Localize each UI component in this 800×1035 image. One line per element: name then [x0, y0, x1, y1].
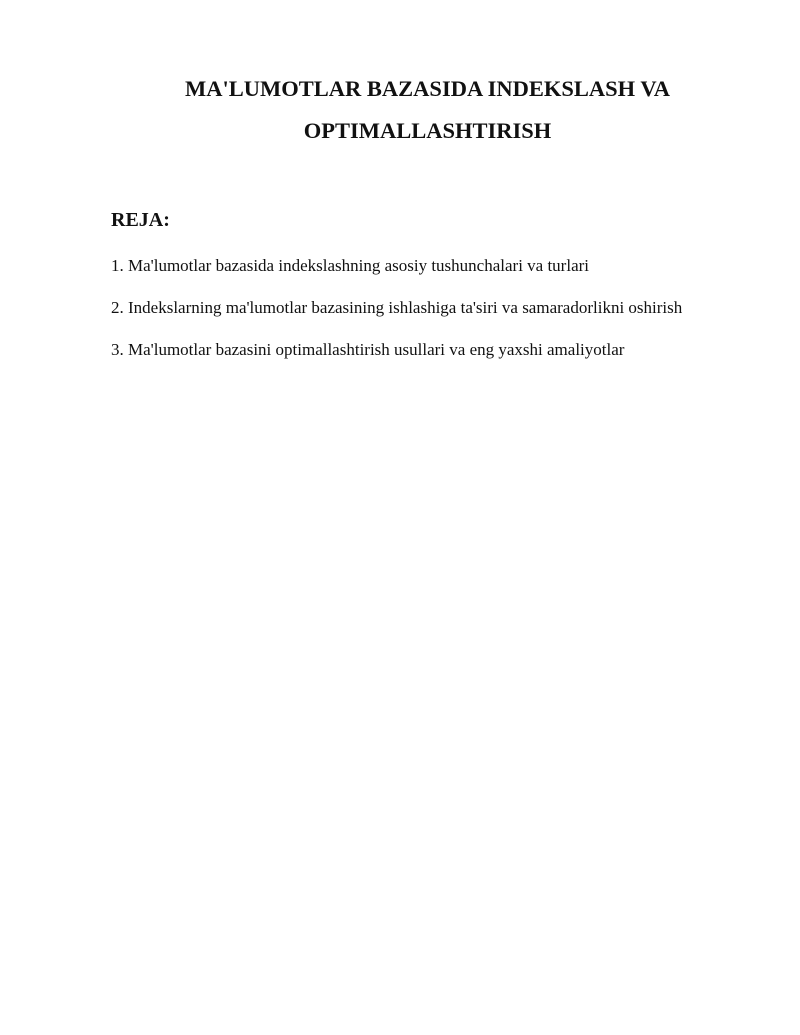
- plan-item-3: 3. Ma'lumotlar bazasini optimallashtirish usullari va eng yaxshi amaliyotlar: [111, 340, 625, 359]
- plan-heading: REJA:: [111, 209, 170, 231]
- title-line-1: MA'LUMOTLAR BAZASIDA INDEKSLASH VA: [185, 76, 670, 101]
- plan-item-2: 2. Indekslarning ma'lumotlar bazasining ishlashiga ta'siri va samaradorlikni oshirish: [111, 298, 683, 317]
- plan-item-1: 1. Ma'lumotlar bazasida indekslashning asosiy tushunchalari va turlari: [111, 256, 590, 275]
- title-line-2: OPTIMALLASHTIRISH: [303, 118, 552, 143]
- plan-list: [111, 252, 771, 378]
- document-title: [100, 68, 755, 152]
